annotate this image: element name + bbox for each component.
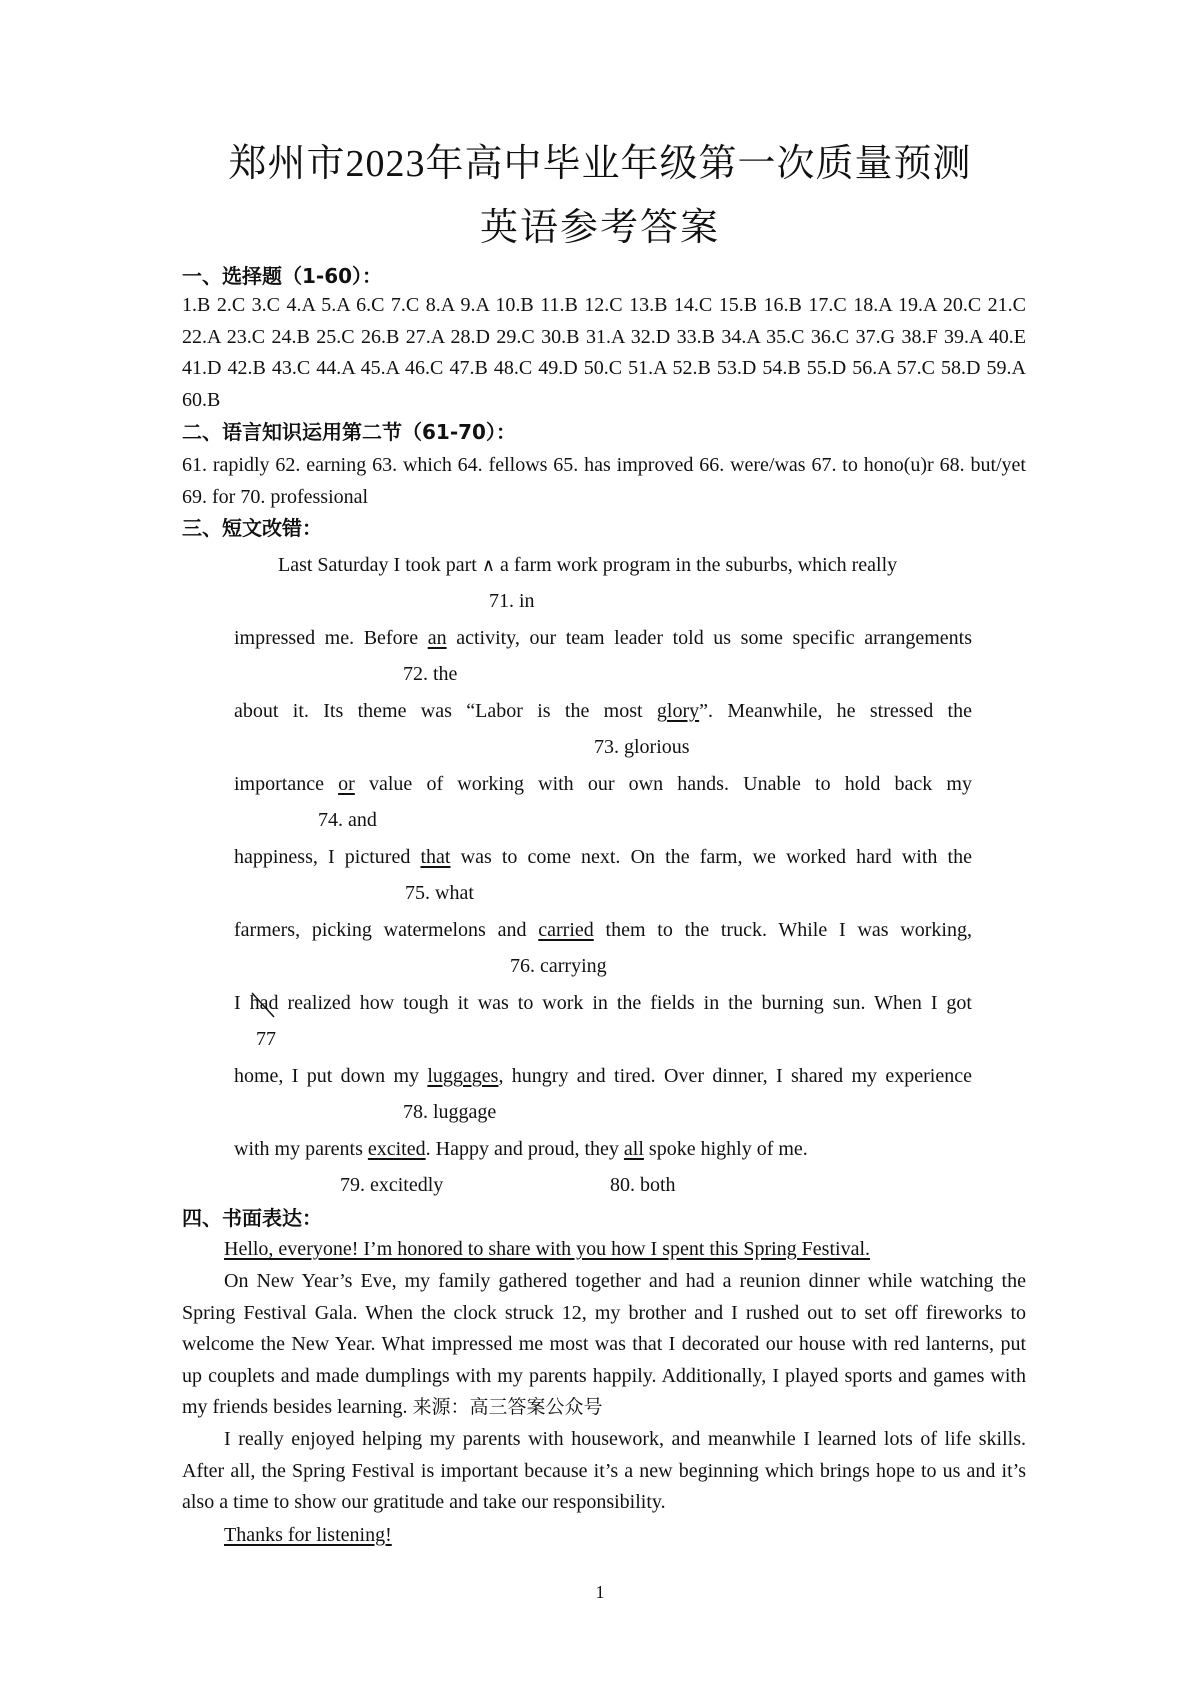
error-word-72: an xyxy=(427,627,447,649)
error-line-8-text-b: , hungry and tired. Over dinner, I shared my experience xyxy=(498,1065,972,1087)
error-line-4-text-a: importance xyxy=(234,773,339,795)
error-line-1-text-a: Last Saturday I took part xyxy=(278,554,482,576)
strike-mark-icon xyxy=(250,991,276,1021)
correction-79: 79. excitedly xyxy=(340,1174,444,1196)
error-word-75: that xyxy=(420,846,451,868)
error-line-5 xyxy=(234,843,972,871)
error-line-6 xyxy=(234,916,972,944)
error-word-74: or xyxy=(338,773,355,795)
correction-77: 77 xyxy=(256,1028,276,1050)
essay-closing: Thanks for listening! xyxy=(224,1524,392,1546)
essay-opening: Hello, everyone! I’m honored to share with you how I spent this Spring Festival. xyxy=(224,1238,870,1260)
section2-heading: 二、语言知识运用第二节（61-70）： xyxy=(182,420,516,444)
error-line-9-text-a: with my parents xyxy=(234,1138,368,1160)
error-line-2-text-a: impressed me. Before xyxy=(234,627,428,649)
section1-heading: 一、选择题（1-60）： xyxy=(182,264,383,288)
error-word-80: all xyxy=(623,1138,644,1160)
error-line-7 xyxy=(234,989,972,1017)
error-line-9 xyxy=(234,1135,972,1163)
correction-74: 74. and xyxy=(318,809,377,831)
essay-paragraph-2: I really enjoyed helping my parents with housework, and meanwhile I learned lots of life skills. After all, the Spring Festival is important because it’s a new beginning which brings hope to us and it’s also a time to show our gratitude and take our responsibility. xyxy=(182,1428,1026,1513)
section3-heading: 三、短文改错： xyxy=(182,516,322,540)
correction-75: 75. what xyxy=(405,882,474,904)
correction-80: 80. both xyxy=(610,1174,676,1196)
error-line-7-text-b: realized how tough it was to work in the fields in the burning sun. When I got xyxy=(278,992,972,1014)
correction-78: 78. luggage xyxy=(403,1101,497,1123)
error-word-78: luggages xyxy=(427,1065,499,1087)
essay-paragraph-1-text: On New Year’s Eve, my family gathered together and had a reunion dinner while watching the Spring Festival Gala. When the clock struck 12, my brother and I rushed out to set off fireworks to welcome the New Year. What impressed me most was that I decorated our house with red lanterns, put up couplets and made dumplings with my parents happily. Additionally, I played sports and games with my friends besides learning. xyxy=(182,1270,1026,1418)
error-line-8 xyxy=(234,1062,972,1090)
error-line-3-text-b: ”. Meanwhile, he stressed the xyxy=(699,700,972,722)
page-number: 1 xyxy=(595,1582,605,1602)
page-subtitle: 英语参考答案 xyxy=(479,207,720,249)
error-line-4 xyxy=(234,770,972,798)
page-title: 郑州市2023年高中毕业年级第一次质量预测 xyxy=(228,143,972,185)
deleted-word-77 xyxy=(250,989,279,1017)
section2-answers: 61. rapidly 62. earning 63. which 64. fellows 65. has improved 66. were/was 67. to hono(u)r 68. but/yet 69. for 70. professional xyxy=(182,454,1026,508)
error-line-2-text-b: activity, our team leader told us some specific arrangements xyxy=(446,627,972,649)
error-line-8-text-a: home, I put down my xyxy=(234,1065,428,1087)
correction-73: 73. glorious xyxy=(594,736,690,758)
deleted-word-77-text: had xyxy=(249,992,279,1014)
error-line-3-text-a: about it. Its theme was “Labor is the most xyxy=(234,700,657,722)
error-word-76: carried xyxy=(538,919,594,941)
error-line-2 xyxy=(234,624,972,652)
error-line-4-text-b: value of working with our own hands. Unable to hold back my xyxy=(354,773,972,795)
error-line-6-text-a: farmers, picking watermelons and xyxy=(234,919,539,941)
section4-heading: 四、书面表达： xyxy=(182,1206,322,1230)
error-line-1 xyxy=(278,551,972,580)
error-line-6-text-b: them to the truck. While I was working, xyxy=(593,919,972,941)
error-line-5-text-b: was to come next. On the farm, we worked hard with the xyxy=(450,846,972,868)
insert-caret-icon: ∧ xyxy=(481,555,496,576)
error-line-9-text-c: spoke highly of me. xyxy=(643,1138,808,1160)
essay-paragraph-1 xyxy=(182,1266,1026,1424)
correction-76: 76. carrying xyxy=(510,955,607,977)
error-line-3 xyxy=(234,697,972,725)
error-word-73: glory xyxy=(656,700,700,722)
error-line-5-text-a: happiness, I pictured xyxy=(234,846,421,868)
correction-71: 71. in xyxy=(489,590,535,612)
error-line-9-text-b: . Happy and proud, they xyxy=(425,1138,624,1160)
error-line-1-text-b: a farm work program in the suburbs, which really xyxy=(495,554,898,576)
section1-answers: 1.B 2.C 3.C 4.A 5.A 6.C 7.C 8.A 9.A 10.B 11.B 12.C 13.B 14.C 15.B 16.B 17.C 18.A 19.A 20.C 21.C 22.A 23.C 24.B 25.C 26.B 27.A 28.D 29.C 30.B 31.A 32.D 33.B 34.A 35.C 36.C 37.G 38.F 39.A 40.E 41.D 42.B 43.C 44.A 45.A 46.C 47.B 48.C 49.D 50.C 51.A 52.B 53.D 54.B 55.D 56.A 57.C 58.D 59.A 60.B xyxy=(182,294,1026,411)
source-note: 来源：高三答案公众号 xyxy=(412,1396,603,1418)
error-line-7-text-a: I xyxy=(234,992,250,1014)
correction-72: 72. the xyxy=(403,663,458,685)
error-word-79: excited xyxy=(367,1138,426,1160)
